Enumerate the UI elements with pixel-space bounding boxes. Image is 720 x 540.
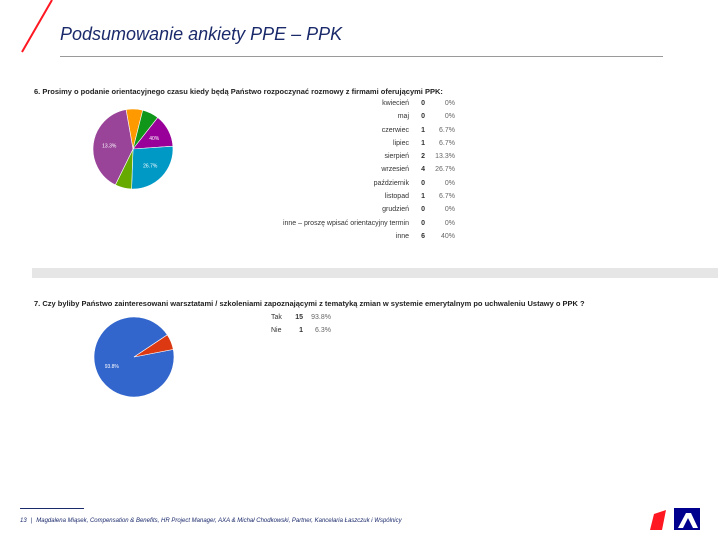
pie-chart-q6 xyxy=(91,107,175,191)
title-divider xyxy=(60,56,663,57)
cell-pct: 6.7% xyxy=(439,139,455,147)
footer-text: Magdalena Miąsek, Compensation & Benefits, HR Project Manager, AXA & Michał Chodkowski, Partner, Kancelaria Łaszczuk i Wspólnicy xyxy=(36,518,402,524)
cell-pct: 0% xyxy=(444,179,455,187)
footer-rule xyxy=(20,508,84,509)
table-row xyxy=(270,97,458,110)
cell-cnt: 0 xyxy=(421,206,425,214)
cell-pct: 6.7% xyxy=(439,193,455,201)
cell-cnt: 1 xyxy=(421,139,425,147)
cell-lab: grudzień xyxy=(382,206,409,214)
table-row xyxy=(270,190,458,203)
table-row xyxy=(270,163,458,176)
pie-slice-label: 13.3% xyxy=(102,143,117,150)
cell-pct: 26.7% xyxy=(435,166,455,174)
pie-slice-label: 26.7% xyxy=(143,163,158,170)
question-7-heading: 7. Czy byliby Państwo zainteresowani warsztatami / szkoleniami zapoznającymi z tematyką zmian w systemie emerytalnym po uchwaleniu Ustawy o PPK ? xyxy=(34,299,585,308)
cell-pct: 6.7% xyxy=(439,126,455,134)
cell-cnt: 0 xyxy=(421,179,425,187)
cell-pct: 13.3% xyxy=(435,153,455,161)
page-number: 13 xyxy=(20,518,27,524)
cell-pct: 6.3% xyxy=(315,327,331,335)
cell-lab: kwiecień xyxy=(382,100,409,107)
pie-slice-label: 93.8% xyxy=(104,364,119,371)
section-divider-band xyxy=(32,268,718,278)
cell-lab: czerwiec xyxy=(381,126,409,134)
cell-pct: 93.8% xyxy=(311,314,331,321)
q7-table xyxy=(268,311,334,338)
cell-lab: Nie xyxy=(271,327,282,335)
cell-cnt: 0 xyxy=(421,113,425,121)
footer xyxy=(20,518,402,524)
cell-pct: 0% xyxy=(444,100,455,107)
pie-chart-q7 xyxy=(92,315,176,399)
cell-lab: Tak xyxy=(271,314,282,321)
footer-separator: | xyxy=(30,518,33,524)
table-row xyxy=(268,324,334,337)
cell-cnt: 0 xyxy=(421,219,425,227)
table-row xyxy=(270,177,458,190)
table-row xyxy=(270,137,458,150)
table-row xyxy=(270,230,458,243)
page-title: Podsumowanie ankiety PPE – PPK xyxy=(60,24,343,44)
table-row xyxy=(270,203,458,216)
cell-lab: październik xyxy=(373,179,409,187)
logo-red-shape xyxy=(650,510,666,530)
cell-cnt: 1 xyxy=(421,193,425,201)
cell-cnt: 6 xyxy=(421,232,425,240)
cell-cnt: 15 xyxy=(295,314,303,321)
cell-pct: 0% xyxy=(444,206,455,214)
cell-lab: inne – proszę wpisać orientacyjny termin xyxy=(282,219,409,227)
question-6-heading: 6. Prosimy o podanie orientacyjnego czasu kiedy będą Państwo rozpoczynać rozmowy z firmami oferującymi PPK: xyxy=(34,87,443,96)
pie-slice-label: 40% xyxy=(149,135,160,142)
table-row xyxy=(268,311,334,324)
cell-cnt: 2 xyxy=(421,153,425,161)
axa-logo xyxy=(648,506,702,532)
cell-cnt: 1 xyxy=(299,327,303,335)
table-row xyxy=(270,217,458,230)
cell-lab: sierpień xyxy=(384,153,409,161)
decorative-slash xyxy=(0,0,60,60)
cell-lab: wrzesień xyxy=(381,166,409,174)
cell-lab: maj xyxy=(397,113,409,121)
cell-cnt: 4 xyxy=(421,166,425,174)
cell-lab: inne xyxy=(395,232,409,240)
cell-cnt: 0 xyxy=(421,100,425,107)
cell-lab: listopad xyxy=(384,193,409,201)
table-row xyxy=(270,110,458,123)
q6-table xyxy=(270,97,458,243)
cell-lab: lipiec xyxy=(393,139,409,147)
table-row xyxy=(270,150,458,163)
cell-pct: 40% xyxy=(440,232,455,240)
cell-cnt: 1 xyxy=(421,126,425,134)
cell-pct: 0% xyxy=(444,113,455,121)
table-row xyxy=(270,124,458,137)
cell-pct: 0% xyxy=(444,219,455,227)
